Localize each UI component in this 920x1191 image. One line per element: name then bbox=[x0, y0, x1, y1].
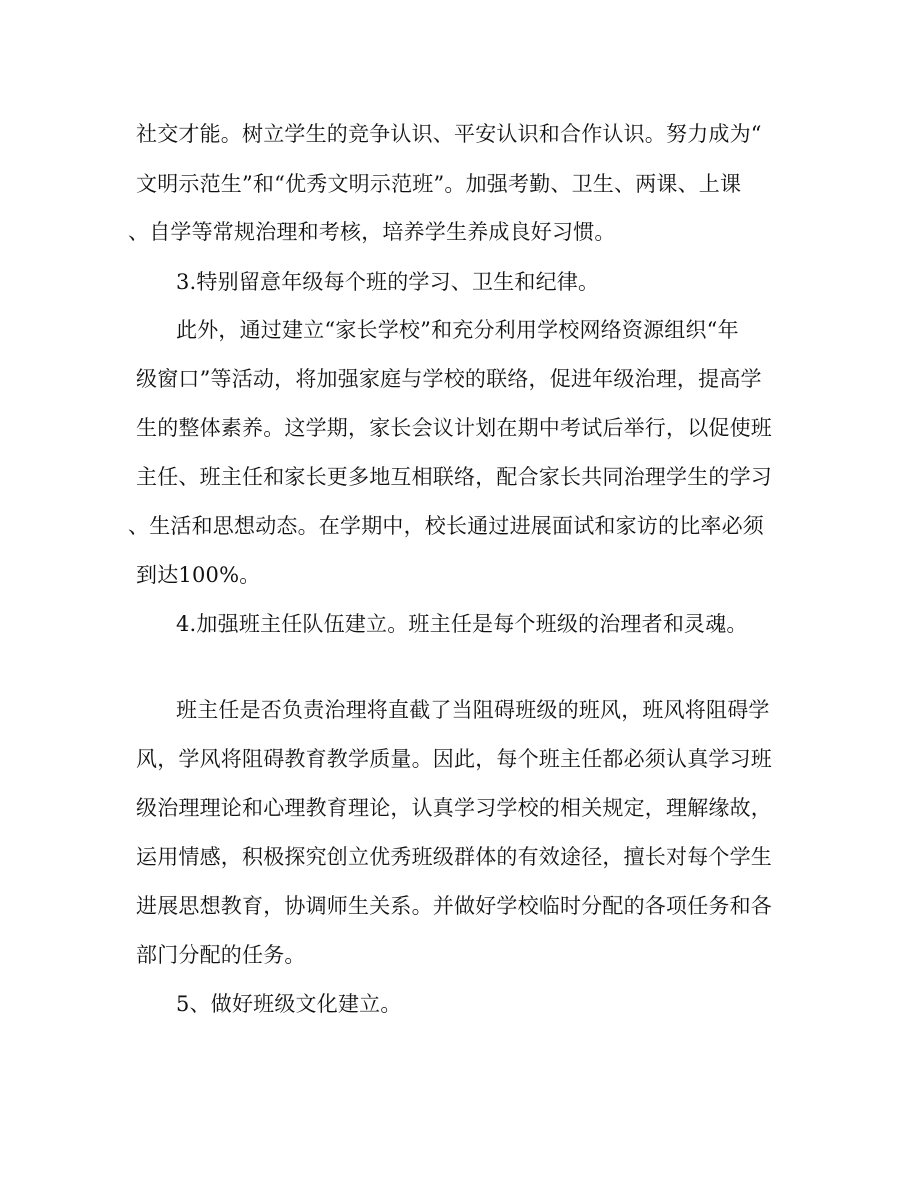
text-line: 运用情感，积极探究创立优秀班级群体的有效途径，擅长对每个学生 bbox=[136, 845, 772, 869]
text-line: 4.加强班主任队伍建立。班主任是每个班级的治理者和灵魂。 bbox=[176, 612, 748, 636]
text-line: 级治理理论和心理教育理论，认真学习学校的相关规定，理解缘故， bbox=[136, 796, 772, 820]
text-line: 此外，通过建立“家长学校”和充分利用学校网络资源组织“年 bbox=[176, 318, 739, 342]
text-line: 级窗口”等活动，将加强家庭与学校的联络，促进年级治理，提高学 bbox=[136, 367, 762, 391]
text-line: 进展思想教育，协调师生关系。并做好学校临时分配的各项任务和各 bbox=[136, 894, 772, 918]
text-line: 文明示范生”和“优秀文明示范班”。加强考勤、卫生、两课、上课 bbox=[136, 172, 742, 196]
text-line: 3.特别留意年级每个班的学习、卫生和纪律。 bbox=[176, 270, 600, 294]
text-line: 风，学风将阻碍教育教学质量。因此，每个班主任都必须认真学习班 bbox=[136, 747, 772, 771]
text-line: 生的整体素养。这学期，家长会议计划在期中考试后举行，以促使班 bbox=[136, 416, 772, 440]
text-line: 、生活和思想动态。在学期中，校长通过进展面试和家访的比率必须 bbox=[128, 514, 764, 538]
text-line: 主任、班主任和家长更多地互相联络，配合家长共同治理学生的学习 bbox=[136, 465, 772, 489]
text-line: 到达100%。 bbox=[136, 563, 261, 587]
text-line: 班主任是否负责治理将直截了当阻碍班级的班风，班风将阻碍学 bbox=[176, 698, 770, 722]
text-line: 、自学等常规治理和考核，培养学生养成良好习惯。 bbox=[128, 220, 616, 244]
text-line: 部门分配的任务。 bbox=[136, 943, 306, 967]
text-line: 5、做好班级文化建立。 bbox=[176, 992, 402, 1016]
text-line: 社交才能。树立学生的竞争认识、平安认识和合作认识。努力成为“ bbox=[136, 122, 762, 146]
